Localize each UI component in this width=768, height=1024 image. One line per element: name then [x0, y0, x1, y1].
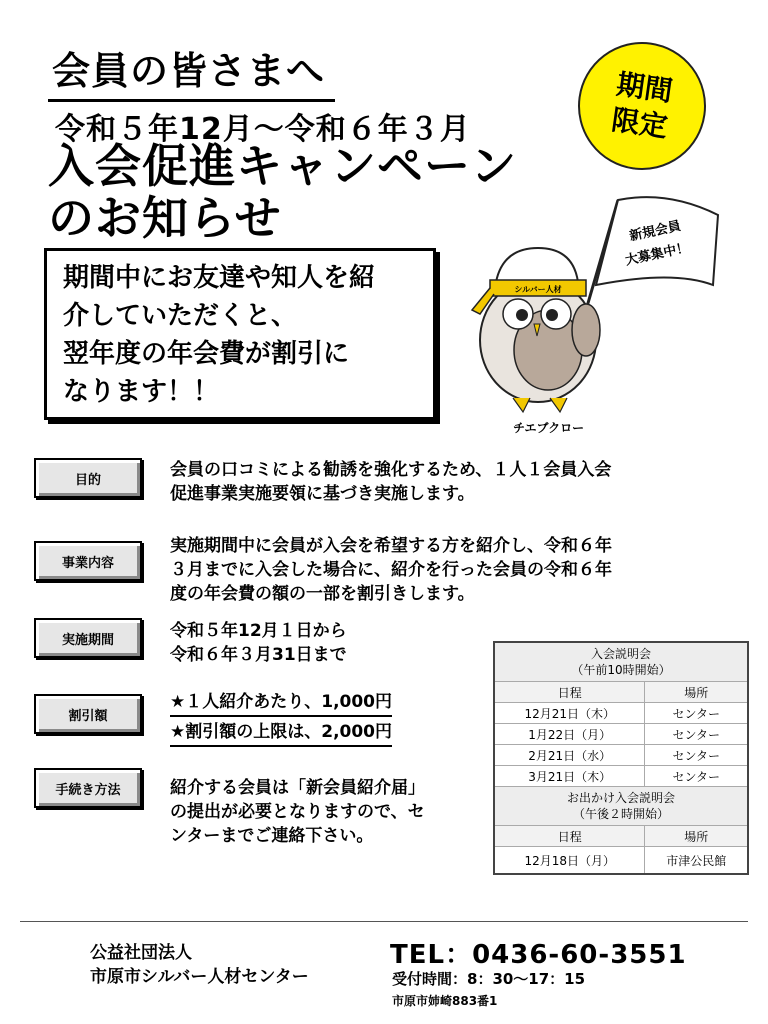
title-line-2: のお知らせ: [48, 191, 282, 245]
flag-text-1: 新規会員: [628, 218, 683, 245]
flag-text-2: 大募集中！: [623, 240, 691, 269]
discount-line-1: ★１人紹介あたり、1,000円: [170, 690, 392, 717]
intro-line-1: 期間中にお友達や知人を紹: [63, 263, 376, 293]
intro-line-4: なります！！: [63, 377, 220, 407]
intro-box: [44, 248, 436, 420]
row-place: センター: [645, 766, 748, 787]
limited-time-badge: [570, 34, 715, 179]
session-time: （午前10時開始）: [571, 663, 671, 677]
session-title: 入会説明会: [590, 647, 651, 661]
outing-col-date-header: 日程: [494, 826, 645, 847]
content-text: [170, 534, 710, 606]
row-date: 2月21日（水）: [494, 745, 645, 766]
row-place: センター: [645, 703, 748, 724]
col-place-header: 場所: [645, 682, 748, 703]
period-line-2: 令和６年３月31日まで: [170, 645, 347, 665]
outing-row-date: 12月18日（月）: [494, 847, 645, 875]
row-date: 12月21日（木）: [494, 703, 645, 724]
outing-time: （午後２時開始）: [572, 807, 669, 821]
org-name: 市原市シルバー人材センター: [90, 967, 309, 987]
session-header: [494, 642, 748, 682]
outing-header: [494, 787, 748, 826]
procedure-line-1: 紹介する会員は「新会員紹介届」: [170, 778, 425, 798]
period-line-1: 令和５年12月１日から: [170, 621, 347, 641]
badge-line-2: 限定: [609, 103, 670, 144]
row-place: センター: [645, 745, 748, 766]
row-date: 1月22日（月）: [494, 724, 645, 745]
row-date: 3月21日（木）: [494, 766, 645, 787]
table-row: [494, 847, 748, 875]
table-row: [494, 766, 748, 787]
greeting-heading: 会員の皆さまへ: [48, 40, 335, 102]
period-text: [170, 619, 470, 667]
campaign-period: 令和５年12月～令和６年３月: [55, 112, 471, 147]
content-line-1: 実施期間中に会員が入会を希望する方を紹介し、令和６年: [170, 536, 612, 556]
label-procedure: 手続き方法: [34, 768, 142, 808]
outing-row-place: 市津公民館: [645, 847, 748, 875]
address: 市原市姉崎883番1: [392, 994, 498, 1008]
intro-line-3: 翌年度の年会費が割引に: [63, 339, 350, 369]
mascot-caption: チエブクロー: [513, 421, 585, 435]
briefing-schedule-table: [493, 641, 749, 875]
intro-line-2: 介していただくと、: [63, 301, 298, 331]
discount-line-2: ★割引額の上限は、2,000円: [170, 720, 392, 747]
page-title: [48, 140, 517, 244]
procedure-line-2: の提出が必要となりますので、セ: [170, 802, 425, 822]
org-type: 公益社団法人: [90, 943, 192, 963]
badge-line-1: 期間: [614, 67, 675, 108]
table-row: [494, 703, 748, 724]
procedure-line-3: ンターまでご連絡下さい。: [170, 826, 374, 846]
content-line-2: ３月までに入会した場合に、紹介を行った会員の令和６年: [170, 560, 612, 580]
label-content: 事業内容: [34, 541, 142, 581]
procedure-text: [170, 776, 470, 848]
label-purpose: 目的: [34, 458, 142, 498]
col-date-header: 日程: [494, 682, 645, 703]
outing-col-place-header: 場所: [645, 826, 748, 847]
title-line-1: 入会促進キャンペーン: [48, 139, 518, 193]
footer-divider: [20, 921, 748, 922]
outing-title: お出かけ入会説明会: [566, 791, 675, 805]
headband-text: シルバー人材: [514, 285, 562, 294]
reception-hours: 受付時間：8：30～17：15: [392, 970, 586, 988]
purpose-line-1: 会員の口コミによる勧誘を強化するため、１人１会員入会: [170, 460, 612, 480]
label-discount: 割引額: [34, 694, 142, 734]
phone-number[interactable]: TEL：0436-60-3551: [390, 940, 687, 970]
purpose-text: [170, 458, 710, 506]
purpose-line-2: 促進事業実施要領に基づき実施します。: [170, 484, 475, 504]
content-line-3: 度の年会費の額の一部を割引きします。: [170, 584, 475, 604]
discount-text: [170, 690, 470, 750]
owl-mascot-illustration: [468, 190, 728, 420]
label-period: 実施期間: [34, 618, 142, 658]
table-row: [494, 745, 748, 766]
table-row: [494, 724, 748, 745]
row-place: センター: [645, 724, 748, 745]
